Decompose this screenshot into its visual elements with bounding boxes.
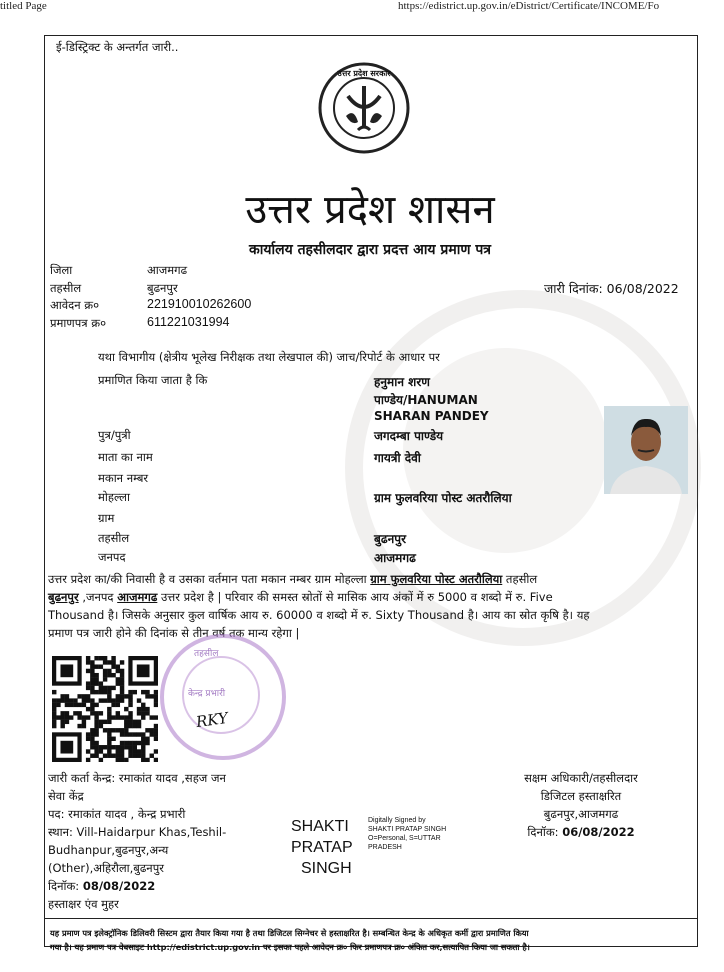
official-stamp [160, 634, 286, 760]
issuer-location: स्थान: Vill-Haidarpur Khas,Teshil- [48, 825, 227, 839]
issuer-date: दिनॉक: 08/08/2022 [48, 879, 156, 893]
issue-date: जारी दिनांक: 06/08/2022 [544, 281, 679, 296]
district-label: जिला [50, 263, 73, 277]
issuer-designation: पद: रमाकांत यादव , केन्द्र प्रभारी [48, 807, 186, 821]
applicant-photo [604, 406, 688, 494]
signature-line-3: SINGH [301, 860, 352, 877]
statement-line-4: प्रमाण पत्र जारी होने की दिनांक से तीन वर्ष तक मान्य रहेगा | [48, 626, 300, 640]
house-number-label: मकान नम्बर [98, 471, 149, 485]
digital-signature-name [291, 816, 353, 879]
applicant-name-line-3: SHARAN PANDEY [374, 409, 489, 423]
tehsil-label: तहसील [50, 281, 82, 295]
page-title-fragment: titled Page [0, 0, 47, 12]
application-label: आवेदन क्र० [50, 298, 100, 312]
district-value: आजमगढ [147, 263, 188, 277]
tehsil-value: बुढनपुर [147, 281, 178, 295]
qr-code[interactable] [52, 656, 158, 762]
issuer-sign-label: हस्ताक्षर एंव मुहर [48, 897, 119, 911]
government-title: उत्तर प्रदेश शासन [245, 187, 495, 233]
authority-title: सक्षम अधिकारी/तहसीलदार [524, 771, 638, 785]
page-url: https://edistrict.up.gov.in/eDistrict/Certificate/INCOME/Fo [398, 0, 660, 12]
handwritten-initials: RKY [194, 708, 230, 732]
mother-label: माता का नाम [98, 450, 153, 464]
signature-line-1: SHAKTI [291, 818, 349, 835]
footer-line-2: गया है। यह प्रमाण पत्र वेबसाइट http://edistrict.up.gov.in पर इसका पहले आवेदन क्र० फिर प्रमाणपत्र क्र० अंकित कर,सत्यापित किया जा सकता है। [50, 942, 530, 952]
locality-label: मोहल्ला [98, 490, 130, 504]
issuer-location-2: Budhanpur,बुढनपुर,अन्य [48, 843, 169, 857]
certificate-number: 611221031994 [147, 315, 230, 329]
person-district-value: आजमगढ [374, 551, 416, 565]
authority-block [498, 769, 664, 841]
applicant-name-line-2: पाण्डेय/HANUMAN [374, 393, 478, 407]
authority-date: दिनॉक: 06/08/2022 [527, 825, 635, 839]
income-statement [48, 570, 694, 642]
issuer-block [48, 769, 226, 913]
stamp-text-top: तहसील [194, 649, 219, 659]
footer-divider [44, 918, 697, 919]
intro-line-2: प्रमाणित किया जाता है कि [98, 373, 208, 387]
footer-note [50, 926, 690, 954]
issuer-center-cont: सेवा केंद्र [48, 789, 84, 803]
issued-under-text: ई-डिस्ट्रिक्ट के अन्तर्गत जारी.. [56, 40, 179, 54]
browser-header [0, 0, 724, 14]
emblem-caption: उत्तर प्रदेश सरकार [337, 69, 391, 78]
person-district-label: जनपद [98, 550, 126, 564]
statement-line-3: Thousand है। जिसके अनुसार कुल वार्षिक आय रु. 60000 व शब्दो में रु. Sixty Thousand है। आय का स्रोत कृषि है। यह [48, 608, 590, 622]
applicant-name-line-1: हनुमान शरण [374, 375, 430, 389]
issuer-center: जारी कर्ता केन्द्र: रमाकांत यादव ,सहज जन [48, 771, 226, 785]
stamp-text-center: केन्द्र प्रभारी [188, 689, 226, 699]
statement-line-1: उत्तर प्रदेश का/की निवासी है व उसका वर्तमान पता मकान नम्बर ग्राम मोहल्ला ग्राम फुलवरिया पोस्ट अतरौलिया तहसील [48, 572, 538, 586]
application-number: 221910010262600 [147, 297, 252, 311]
mother-value: गायत्री देवी [374, 451, 421, 465]
village-label: ग्राम [98, 511, 115, 525]
signature-detail-1: Digitally Signed by [368, 817, 426, 824]
signature-detail-4: PRADESH [368, 844, 402, 851]
authority-place: बुढनपुर,आजमगढ [543, 807, 619, 821]
authority-digital: डिजिटल हस्ताक्षरित [540, 789, 622, 803]
footer-line-1: यह प्रमाण पत्र इलेक्ट्रॉनिक डिलिवरी सिस्टम द्वारा तैयार किया गया है तथा डिजिटल सिग्नेचर से हस्ताक्षरित है। सम्बन्धित केन्द्र के अधिकृत कर्मी द्वारा प्रमाणित किया [50, 928, 529, 938]
statement-line-2: बुढनपुर ,जनपद आजमगढ उत्तर प्रदेश है | परिवार की समस्त स्रोतों से मासिक आय अंकों में रु 5000 व शब्दो में रु. Five [48, 590, 553, 604]
issuer-location-3: (Other),अहिरौला,बुढनपुर [48, 861, 164, 875]
digital-signature-details [368, 816, 446, 852]
up-government-emblem [318, 62, 410, 154]
signature-detail-2: SHAKTI PRATAP SINGH [368, 826, 447, 833]
signature-line-2: PRATAP [291, 839, 353, 856]
person-tehsil-value: बुढनपुर [374, 532, 406, 546]
intro-line-1: यथा विभागीय (क्षेत्रीय भूलेख निरीक्षक तथा लेखपाल की) जाच/रिपोर्ट के आधार पर [98, 350, 440, 364]
father-value: जगदम्बा पाण्डेय [374, 429, 444, 443]
certificate-title: कार्यालय तहसीलदार द्वारा प्रदत्त आय प्रमाण पत्र [248, 242, 492, 258]
person-tehsil-label: तहसील [98, 531, 130, 545]
certificate-label: प्रमाणपत्र क्र० [50, 316, 107, 330]
father-label: पुत्र/पुत्री [98, 428, 131, 442]
locality-value: ग्राम फुलवरिया पोस्ट अतरौलिया [374, 491, 512, 505]
signature-detail-3: O=Personal, S=UTTAR [368, 835, 441, 842]
